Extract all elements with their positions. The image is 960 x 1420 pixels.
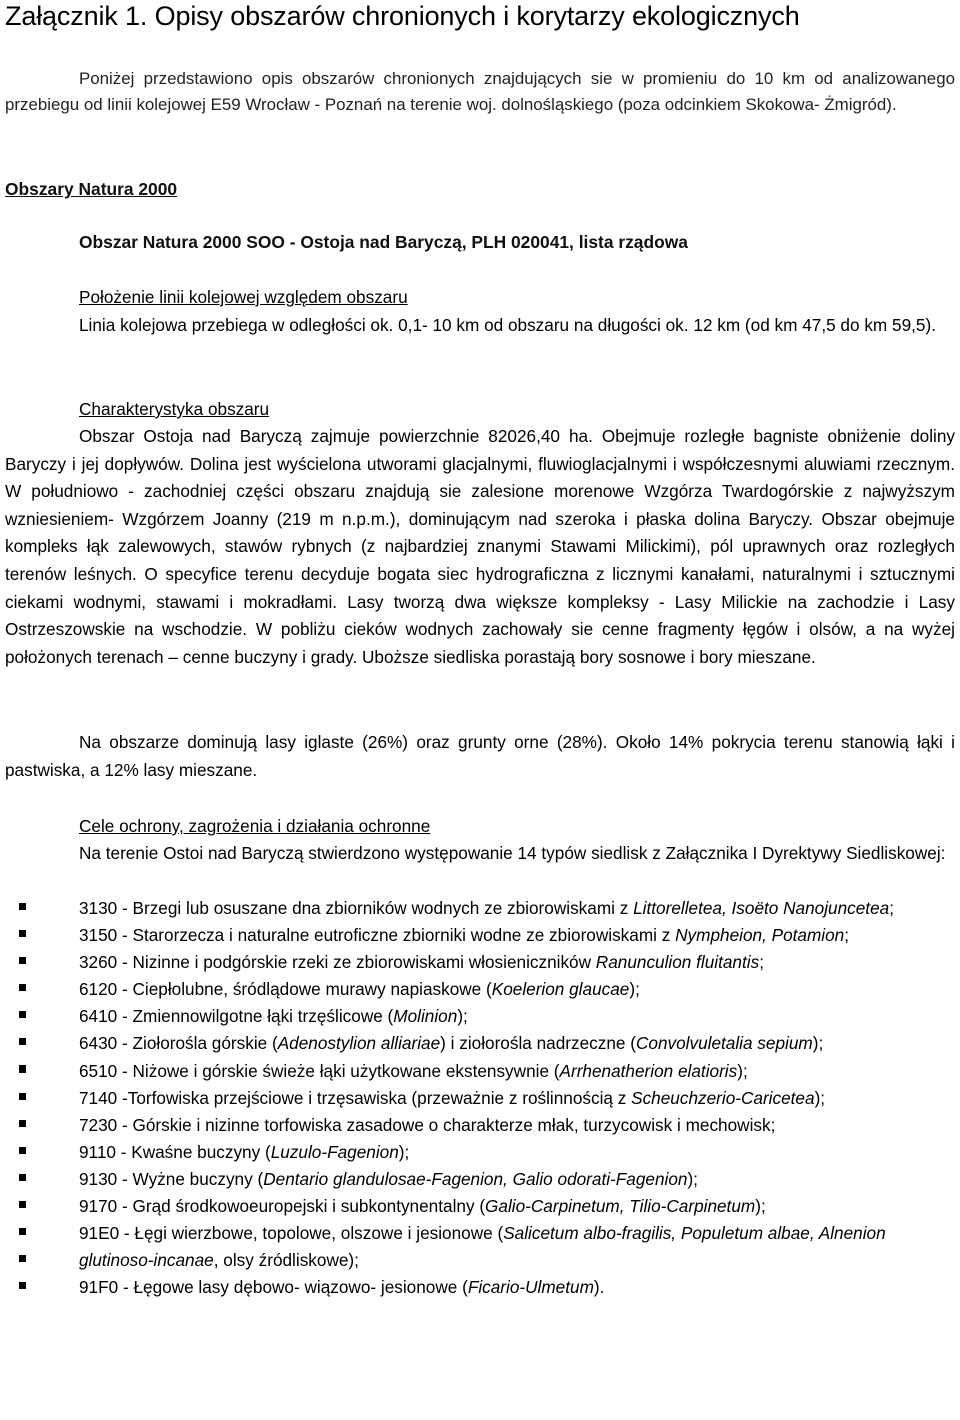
habitat-latin-name: Salicetum albo-fragilis, Populetum albae, Alnenion glutinoso-incanae <box>79 1223 886 1271</box>
goals-intro: Na terenie Ostoi nad Baryczą stwierdzono występowanie 14 typów siedlisk z Załącznika I Dyrektywy Siedliskowej: <box>79 843 946 863</box>
list-item <box>5 1274 955 1301</box>
habitat-text: 91E0 - Łęgi wierzbowe, topolowe, olszowe i jesionowe ( <box>79 1223 504 1244</box>
habitat-text: 9130 - Wyżne buczyny ( <box>79 1168 264 1189</box>
habitat-suffix: ); <box>687 1168 698 1189</box>
square-bullet-icon <box>19 1174 26 1181</box>
habitat-suffix: ); <box>814 1087 826 1108</box>
habitat-text: 3260 - Nizinne i podgórskie rzeki ze zbiorowiskami włosieniczników <box>79 952 596 973</box>
square-bullet-icon <box>19 1066 26 1073</box>
list-item <box>5 895 955 922</box>
list-item <box>5 1139 955 1166</box>
habitat-text: 9170 - Grąd środkowoeuropejski i subkontynentalny ( <box>79 1196 486 1217</box>
habitat-latin-name: Koelerion glaucae <box>491 979 630 1000</box>
habitat-text: 6410 - Zmiennowilgotne łąki trzęślicowe ( <box>79 1006 394 1027</box>
habitat-suffix: ; <box>889 898 894 918</box>
square-bullet-icon <box>19 957 26 964</box>
location-heading: Położenie linii kolejowej względem obszaru <box>79 287 408 307</box>
square-bullet-icon <box>19 1201 26 1208</box>
habitat-suffix: ); <box>398 1141 410 1162</box>
habitat-suffix: ); <box>457 1006 468 1027</box>
habitat-suffix: ). <box>593 1277 605 1298</box>
habitat-text-middle: ) i ziołorośla nadrzeczne ( <box>440 1033 636 1054</box>
habitat-suffix: ); <box>629 979 640 1000</box>
habitat-latin-name: Nympheion, Potamion <box>675 925 845 946</box>
habitat-text: 6120 - Ciepłolubne, śródlądowe murawy napiaskowe ( <box>79 979 492 1000</box>
square-bullet-icon <box>19 984 26 991</box>
list-item <box>5 922 955 949</box>
square-bullet-icon <box>19 1282 26 1289</box>
square-bullet-icon <box>19 930 26 937</box>
square-bullet-icon <box>19 1255 26 1262</box>
habitat-text: 3150 - Starorzecza i naturalne eutroficzne zbiorniki wodne ze zbiorowiskami z <box>79 925 676 946</box>
habitat-suffix: ; <box>844 925 850 946</box>
habitat-text: 7230 - Górskie i nizinne torfowiska zasadowe o charakterze młak, turzycowisk i mechowisk; <box>79 1114 776 1135</box>
habitat-suffix: ); <box>755 1196 766 1217</box>
habitat-latin-name: Molinion <box>393 1006 458 1027</box>
habitat-text: 9110 - Kwaśne buczyny ( <box>79 1141 271 1162</box>
habitat-text: 6430 - Ziołorośla górskie ( <box>79 1033 278 1054</box>
list-item <box>5 1112 955 1139</box>
habitat-latin-name: Arrhenatherion elatioris <box>559 1060 738 1081</box>
square-bullet-icon <box>19 1038 26 1045</box>
characteristics-paragraph-2: Na obszarze dominują lasy iglaste (26%) oraz grunty orne (28%). Około 14% pokrycia terenu stanowią łąki i pastwiska, a 12% lasy mieszane. <box>5 732 955 780</box>
list-item <box>5 949 955 976</box>
list-item <box>5 1166 955 1193</box>
list-item <box>5 1058 955 1085</box>
list-item <box>5 976 955 1003</box>
habitat-latin-name: Ficario-Ulmetum <box>467 1277 594 1298</box>
area-heading: Obszar Natura 2000 SOO - Ostoja nad Baryczą, PLH 020041, lista rządowa <box>79 232 688 252</box>
square-bullet-icon <box>19 903 26 910</box>
habitat-latin-name: Adenostylion alliariae <box>277 1033 441 1054</box>
habitat-text: 6510 - Niżowe i górskie świeże łąki użytkowane ekstensywnie ( <box>79 1060 560 1081</box>
habitat-suffix: ; <box>759 952 764 973</box>
location-text: Linia kolejowa przebiega w odległości ok. 0,1- 10 km od obszaru na długości ok. 12 km (od km 47,5 do km 59,5). <box>79 315 936 335</box>
habitat-text: 91F0 - Łęgowe lasy dębowo- wiązowo- jesionowe ( <box>79 1277 468 1298</box>
list-item <box>5 1193 955 1220</box>
characteristics-heading: Charakterystyka obszaru <box>79 399 270 419</box>
section-heading-natura: Obszary Natura 2000 <box>5 179 178 199</box>
list-item <box>5 1085 955 1112</box>
goals-heading: Cele ochrony, zagrożenia i działania ochronne <box>79 816 431 836</box>
habitat-list <box>5 895 955 1301</box>
habitat-text: 3130 - Brzegi lub osuszane dna zbiorników wodnych ze zbiorowiskami z <box>79 898 634 918</box>
square-bullet-icon <box>19 1228 26 1235</box>
habitat-suffix: ); <box>812 1033 824 1054</box>
habitat-latin-name: Scheuchzerio-Caricetea <box>631 1087 815 1108</box>
habitat-suffix: ); <box>737 1060 748 1081</box>
page-title: Załącznik 1. Opisy obszarów chronionych i korytarzy ekologicznych <box>5 1 800 31</box>
square-bullet-icon <box>19 1011 26 1018</box>
square-bullet-icon <box>19 1147 26 1154</box>
habitat-latin-name: Littorelletea, Isoëto Nanojuncetea <box>633 898 890 918</box>
habitat-text: 7140 -Torfowiska przejściowe i trzęsawiska (przeważnie z roślinnością z <box>79 1087 632 1108</box>
habitat-latin-name: Ranunculion fluitantis <box>595 952 760 973</box>
list-item <box>5 1003 955 1030</box>
square-bullet-icon <box>19 1093 26 1100</box>
square-bullet-icon <box>19 1120 26 1127</box>
list-item <box>5 1030 955 1057</box>
habitat-suffix: , olsy źródliskowe); <box>213 1250 359 1271</box>
habitat-latin-name-2: Convolvuletalia sepium <box>635 1033 813 1054</box>
habitat-latin-name: Galio-Carpinetum, Tilio-Carpinetum <box>485 1196 756 1217</box>
habitat-latin-name: Luzulo-Fagenion <box>270 1141 399 1162</box>
intro-paragraph: Poniżej przedstawiono opis obszarów chronionych znajdujących sie w promieniu do 10 km od analizowanego przebiegu od linii kolejowej E59 Wrocław - Poznań na terenie woj. dolnośląskiego (poza odcinkiem Skokowa- Żmigród). <box>5 69 955 114</box>
list-item <box>5 1220 955 1274</box>
characteristics-paragraph-1: Obszar Ostoja nad Baryczą zajmuje powierzchnie 82026,40 ha. Obejmuje rozległe bagniste obniżenie doliny Baryczy i jej dopływów. Dolina jest wyścielona utworami glacjalnymi, fluwioglacjalnymi i współczesnymi aluwiami rzecznym. W południowo - zachodniej części obszaru znajdują sie zalesione morenowe Wzgórza Twardogórskie z najwyższym wzniesieniem- Wzgórzem Joanny (219 m n.p.m.), dominującym nad szeroka i płaska dolina Baryczy. Obszar obejmuje kompleks łąk zalewowych, stawów rybnych (z najbardziej znanymi Stawami Milickimi), pól uprawnych oraz rozległych terenów leśnych. O specyfice terenu decyduje bogata siec hydrograficzna z licznymi kanałami, naturalnymi i sztucznymi ciekami wodnymi, stawami i mokradłami. Lasy tworzą dwa większe kompleksy - Lasy Milickie na zachodzie i Lasy Ostrzeszowskie na wschodzie. W pobliżu cieków wodnych zachowały sie cenne fragmenty łęgów i olsów, a na wyżej położonych terenach – cenne buczyny i grady. Uboższe siedliska porastają bory sosnowe i bory mieszane. <box>5 426 955 667</box>
habitat-latin-name: Dentario glandulosae-Fagenion, Galio odorati-Fagenion <box>263 1168 688 1189</box>
